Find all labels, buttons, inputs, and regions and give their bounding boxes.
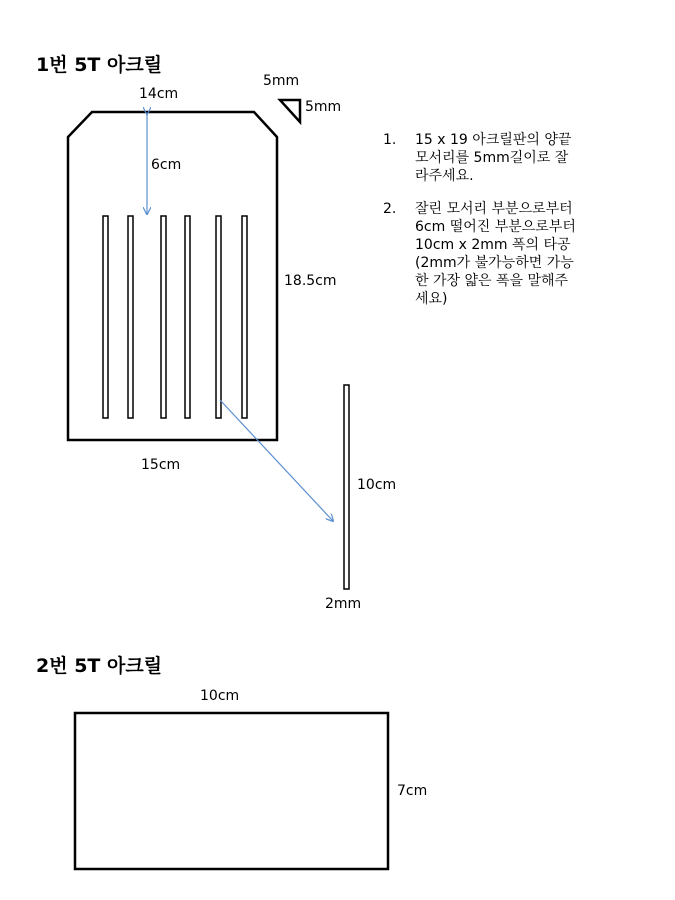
instruction-item (383, 131, 633, 185)
acrylic-plate-2 (75, 713, 388, 869)
corner-width-label: 5mm (263, 73, 300, 89)
corner-height-label: 5mm (305, 99, 342, 115)
plate2-height-label: 7cm (397, 783, 428, 799)
instruction-item (383, 200, 633, 308)
slot (216, 216, 221, 418)
instructions-list (383, 131, 633, 323)
section1-title: 1번 5T 아크릴 (36, 54, 163, 76)
slot (185, 216, 190, 418)
slot-length-label: 10cm (357, 477, 397, 493)
slot (128, 216, 133, 418)
instruction-number: 2. (383, 201, 397, 217)
slot-width-label: 2mm (325, 596, 362, 612)
top-width-label: 14cm (139, 86, 179, 102)
slot (161, 216, 166, 418)
slot-detail (344, 385, 349, 589)
slot (103, 216, 108, 418)
height-label: 18.5cm (284, 273, 337, 289)
instruction-text: 잘린 모서리 부분으로부터 6cm 떨어진 부분으로부터 10cm x 2mm 폭의 타공 (2mm가 불가능하면 가능 한 가장 얇은 폭을 말해주 세요) (415, 201, 576, 307)
plate2-width-label: 10cm (200, 688, 240, 704)
slot-group (103, 216, 247, 418)
section2-title: 2번 5T 아크릴 (36, 655, 163, 677)
slot (242, 216, 247, 418)
corner-cut-triangle (280, 100, 300, 122)
inset-label: 6cm (151, 157, 182, 173)
bottom-width-label: 15cm (141, 457, 181, 473)
instruction-number: 1. (383, 132, 397, 148)
instruction-text: 15 x 19 아크릴판의 양끝 모서리를 5mm길이로 잘 라주세요. (415, 132, 572, 184)
